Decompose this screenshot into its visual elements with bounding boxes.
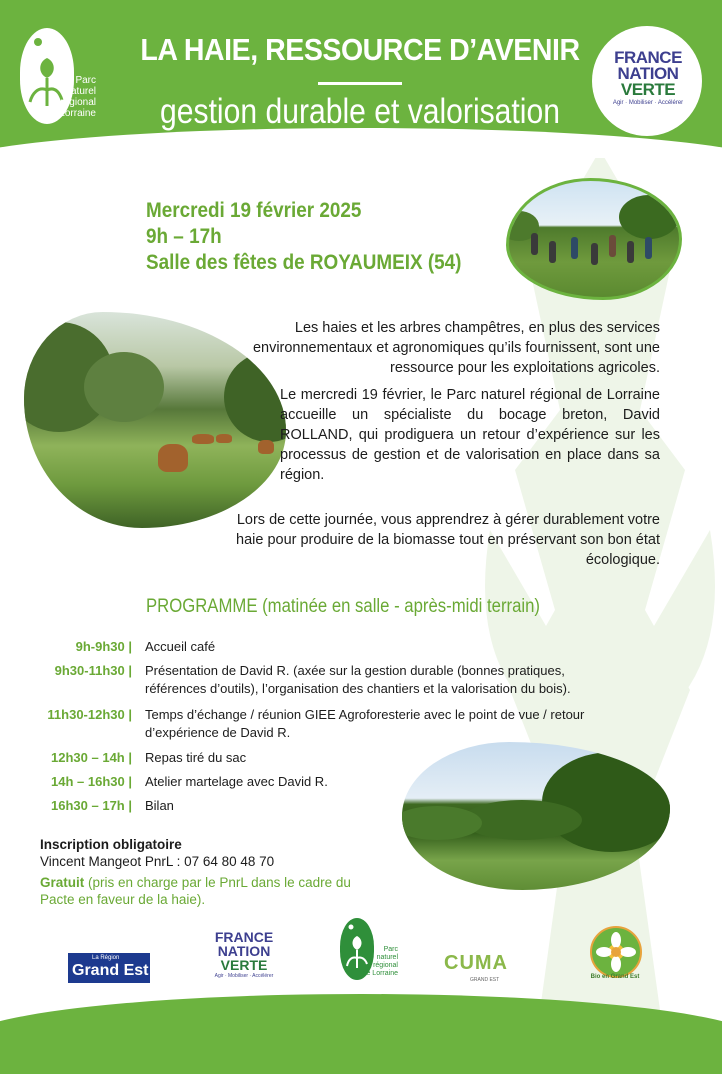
page-title: LA HAIE, RESSOURCE D’AVENIR	[140, 32, 580, 67]
program-time: 14h – 16h30 |	[51, 774, 132, 789]
program-desc	[145, 662, 571, 698]
program-time: 9h30-11h30 |	[54, 663, 132, 678]
fnv-tagline: Agir · Mobiliser · Accélérer	[612, 100, 684, 106]
fnv-line: NATION	[217, 943, 271, 959]
fnv-line: FRANCE	[614, 48, 682, 67]
inscription-label: Inscription obligatoire	[40, 837, 182, 852]
fnv-line: NATION	[617, 64, 679, 83]
pnr-text-line: de Lorraine	[45, 108, 96, 119]
fnv-line: VERTE	[620, 80, 676, 99]
region-small-text: La Région	[92, 955, 120, 961]
event-date: Mercredi 19 février 2025	[146, 199, 362, 222]
page-subtitle: gestion durable et valorisation	[160, 92, 560, 131]
fnv-line: FRANCE	[214, 929, 274, 945]
intro-paragraph: Les haies et les arbres champêtres, en plus des services environnementaux et agronomiques qu’ils fournissent, sont une ressource pour les exploitations agricoles.	[252, 320, 660, 376]
program-desc	[145, 638, 215, 656]
program-time: 12h30 – 14h |	[51, 750, 132, 765]
pnr-text-line: naturel	[65, 86, 96, 97]
fnv-line: VERTE	[220, 957, 268, 973]
program-desc	[145, 706, 584, 742]
pnr-text-line: Parc	[383, 946, 398, 953]
free-label: Gratuit	[40, 875, 85, 890]
region-big-text: Grand Est	[72, 962, 149, 979]
program-time: 16h30 – 17h |	[51, 798, 132, 813]
program-desc-line: d’expérience de David R.	[145, 725, 291, 740]
pnr-text-line: Parc	[75, 75, 96, 86]
bio-text: Bio en Grand Est	[590, 974, 640, 980]
event-hours: 9h – 17h	[146, 225, 222, 248]
program-desc-line: Accueil café	[145, 639, 216, 654]
fnv-tagline: Agir · Mobiliser · Accélérer	[214, 973, 274, 979]
bio-grand-est-logo	[590, 926, 642, 978]
cuma-logo: CUMA	[444, 952, 508, 974]
program-desc	[145, 797, 174, 815]
objective-paragraph: Lors de cette journée, vous apprendrez à gérer durablement votre haie pour produire de la biomasse tout en préservant son bon état écologique.	[236, 512, 660, 568]
program-desc-line: références d’outils), l’organisation des chantiers et la valorisation du bois).	[145, 681, 571, 696]
header-curve	[0, 128, 722, 158]
free-note-text: Pacte en faveur de la haie).	[40, 892, 206, 907]
free-note-text: (pris en charge par le PnrL dans le cadre du	[84, 875, 351, 890]
program-desc-line: Atelier martelage avec David R.	[145, 774, 328, 789]
footer-pnr-text	[354, 946, 398, 978]
fnv-logo-text	[606, 50, 690, 98]
program-desc-line: Bilan	[145, 798, 174, 813]
pnr-text-line: régional	[60, 97, 96, 108]
speaker-paragraph: Le mercredi 19 février, le Parc naturel régional de Lorraine accueille un spécialiste du bocage breton, David ROLLAND, qui prodiguera un retour d’expérience sur les processus de gestion et de valorisation en place dans sa région.	[280, 387, 660, 483]
pnr-text-line: naturel	[376, 954, 398, 961]
inscription-block	[40, 836, 274, 870]
pnr-text-line: régional	[373, 962, 398, 969]
event-location: Salle des fêtes de ROYAUMEIX (54)	[146, 251, 462, 274]
program-desc	[145, 749, 246, 767]
title-divider	[318, 82, 402, 85]
region-grand-est-logo	[68, 953, 150, 983]
free-note	[40, 874, 400, 908]
program-desc-line: Repas tiré du sac	[145, 750, 247, 765]
pnr-logo-text	[40, 75, 96, 119]
footer-band	[0, 994, 722, 1074]
program-desc	[145, 773, 328, 791]
photo-group-field	[506, 178, 682, 300]
inscription-contact: Vincent Mangeot PnrL : 07 64 80 48 70	[40, 854, 275, 869]
program-desc-line: Temps d’échange / réunion GIEE Agroforesterie avec le point de vue / retour	[145, 707, 585, 722]
program-time: 11h30-12h30 |	[47, 707, 132, 722]
flower-icon	[592, 928, 640, 976]
footer-fnv-logo	[206, 930, 282, 980]
pnr-text-line: de Lorraine	[362, 970, 398, 977]
program-desc-line: Présentation de David R. (axée sur la gestion durable (bonnes pratiques,	[145, 663, 565, 678]
cuma-sub: GRAND EST	[470, 977, 500, 983]
program-time: 9h-9h30 |	[75, 639, 132, 654]
program-title: PROGRAMME (matinée en salle - après-midi terrain)	[146, 596, 540, 617]
event-info	[146, 198, 461, 276]
